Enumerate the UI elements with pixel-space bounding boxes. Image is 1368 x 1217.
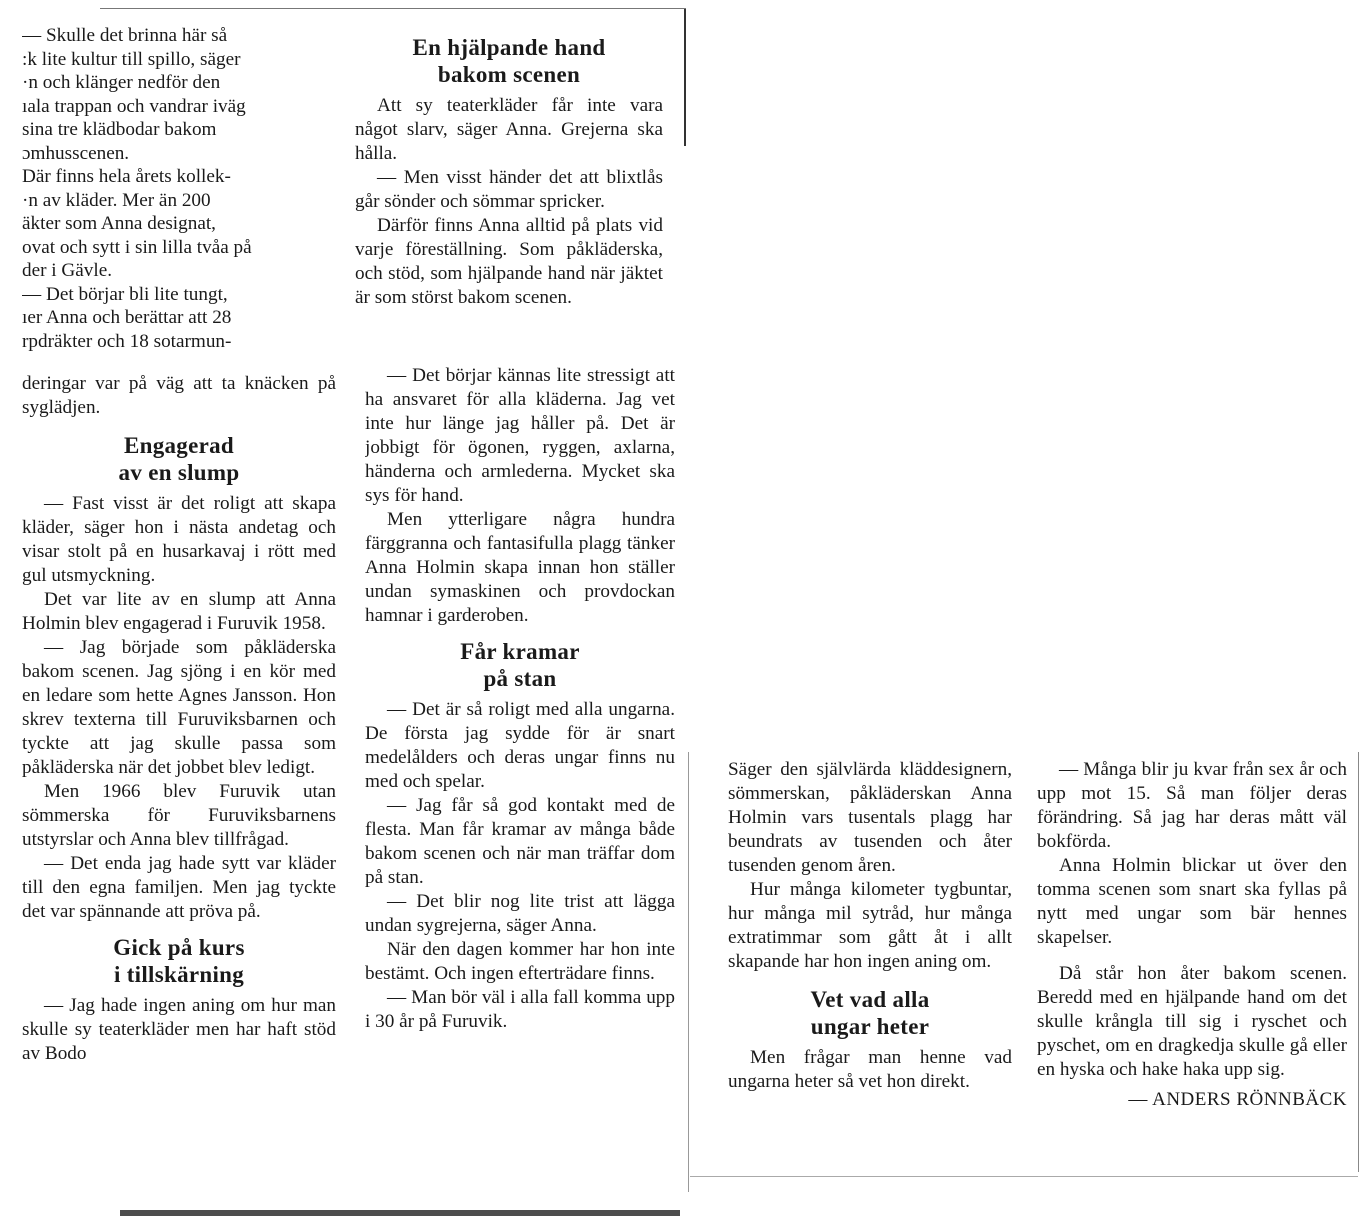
paragraph: Då står hon åter bakom scenen. Beredd med en hjälpande hand om det skulle krångla till sig i ryschet och pyschet, om en dragkedja skulle gå eller en hyska och hake haka upp sig. bbox=[1037, 963, 1347, 1080]
text-line: ovat och sytt i sin lilla tvåa på bbox=[22, 236, 252, 258]
paragraph: — Jag hade ingen aning om hur man skulle sy teaterkläder men har haft stöd av Bodo bbox=[22, 995, 336, 1064]
paragraph: Men 1966 blev Furuvik utan sömmerska för Furuviksbarnens utstyrslar och Anna blev tillfrågad. bbox=[22, 781, 336, 850]
paragraph: Att sy teaterkläder får inte vara något slarv, säger Anna. Grejerna ska hålla. bbox=[355, 95, 663, 164]
paragraph: — Det blir nog lite trist att lägga undan sygrejerna, säger Anna. bbox=[365, 891, 675, 936]
clip2-edge-left bbox=[688, 752, 689, 1192]
paragraph: — Det är så roligt med alla ungarna. De första jag sydde för är snart medelålders och deras ungar finns nu med och spelar. bbox=[365, 699, 675, 792]
text-line: rpdräkter och 18 sotarmun- bbox=[22, 330, 232, 352]
text-line: — Skulle det brinna här så bbox=[22, 25, 228, 46]
paragraph: När den dagen kommer har hon inte bestämt. Och ingen efterträdare finns. bbox=[365, 939, 675, 984]
col1-top-lines bbox=[22, 24, 326, 353]
paragraph: Men ytterligare några hundra färggranna och fantasifulla plagg tänker Anna Holmin skapa innan hon ställer undan symaskinen och provdockan hamnar i garderoben. bbox=[365, 509, 675, 626]
clip-edge-top bbox=[100, 8, 686, 9]
text-line: Där finns hela årets kollek- bbox=[22, 166, 231, 187]
paragraph: — Många blir ju kvar från sex år och upp mot 15. Så man följer deras förändring. Så jag har deras mått väl bokförda. bbox=[1037, 759, 1347, 852]
clip2-edge-right bbox=[1358, 752, 1359, 1172]
text-line: ɔmhusscenen. bbox=[22, 142, 130, 164]
text-line: sina tre klädbodar bakom bbox=[22, 119, 217, 140]
headline-engagerad: Engagerad av en slump bbox=[118, 433, 240, 485]
paragraph: Det var lite av en slump att Anna Holmin blev engagerad i Furuvik 1958. bbox=[22, 589, 336, 634]
text-line: — Det börjar bli lite tungt, bbox=[22, 283, 228, 305]
clip1-col2-top bbox=[355, 28, 663, 350]
clip-edge-right bbox=[684, 8, 686, 146]
byline: — ANDERS RÖNNBÄCK bbox=[1128, 1089, 1347, 1110]
clip2-edge-bottom bbox=[690, 1176, 1358, 1177]
text-line: ·n av kläder. Mer än 200 bbox=[22, 189, 211, 211]
headline-hjalpande-hand: En hjälpande hand bakom scenen bbox=[412, 35, 606, 87]
text-line: ıala trappan och vandrar iväg bbox=[22, 95, 246, 117]
paragraph: — Jag får så god kontakt med de flesta. Man får kramar av många både bakom scenen och när man träffar dom på stan. bbox=[365, 795, 675, 888]
clip2-col3 bbox=[728, 758, 1012, 1168]
paragraph: — Men visst händer det att blixtlås går sönder och sömmar spricker. bbox=[355, 167, 663, 212]
text-line: ·n och klänger nedför den bbox=[22, 72, 221, 93]
text-line: äkter som Anna designat, bbox=[22, 213, 216, 234]
text-line: ıer Anna och berättar att 28 bbox=[22, 307, 232, 328]
scan-smudge bbox=[120, 1210, 680, 1216]
clip1-col1-bottom bbox=[22, 372, 336, 1202]
clip1-col1-top bbox=[22, 24, 326, 354]
paragraph: — Jag började som påkläderska bakom scenen. Jag sjöng i en kör med en ledare som hette Agnes Jansson. Hon skrev texterna till Furuviksbarnen och tyckte att jag skulle passa som påkläderska när det jobbet blev ledigt. bbox=[22, 637, 336, 778]
clip2-col4 bbox=[1037, 758, 1347, 1168]
paragraph: Men frågar man henne vad ungarna heter så vet hon direkt. bbox=[728, 1047, 1012, 1092]
paragraph: — Man bör väl i alla fall komma upp i 30 år på Furuvik. bbox=[365, 987, 675, 1032]
paragraph: Därför finns Anna alltid på plats vid varje föreställning. Som påkläderska, och stöd, som hjälpande hand när jäktet är som störst bakom scenen. bbox=[355, 215, 663, 308]
paragraph: Hur många kilometer tygbuntar, hur många mil sytråd, hur många extratimmar som gått åt i allt skapande har hon ingen aning om. bbox=[728, 879, 1012, 972]
text-line: :k lite kultur till spillo, säger bbox=[22, 48, 241, 70]
paragraph: — Fast visst är det roligt att skapa kläder, säger hon i nästa andetag och visar stolt på en husarkavaj i rött med gul utsmyckning. bbox=[22, 493, 336, 586]
paragraph-continued: deringar var på väg att ta knäcken på syglädjen. bbox=[22, 373, 336, 418]
headline-kramar: Får kramar på stan bbox=[460, 639, 580, 691]
paragraph: Anna Holmin blickar ut över den tomma scenen som snart ska fyllas på nytt med ungar som bär hennes skapelser. bbox=[1037, 855, 1347, 948]
paragraph: — Det börjar kännas lite stressigt att ha ansvaret för alla kläderna. Jag vet inte hur länge jag håller på. Det är jobbigt för ögonen, ryggen, axlarna, händerna och armlederna. Mycket ska sys för hand. bbox=[365, 365, 675, 506]
headline-ungar: Vet vad alla ungar heter bbox=[810, 987, 930, 1039]
text-line: der i Gävle. bbox=[22, 260, 113, 281]
clip1-col2-bottom bbox=[365, 364, 675, 1200]
headline-kurs: Gick på kurs i tillskärning bbox=[113, 935, 245, 987]
paragraph: Säger den självlärda kläddesignern, sömmerskan, påkläderskan Anna Holmin vars tusentals plagg har beundrats av tusenden och åter tusenden genom åren. bbox=[728, 759, 1012, 876]
paragraph: — Det enda jag hade sytt var kläder till den egna familjen. Men jag tyckte det var spännande att pröva på. bbox=[22, 853, 336, 922]
